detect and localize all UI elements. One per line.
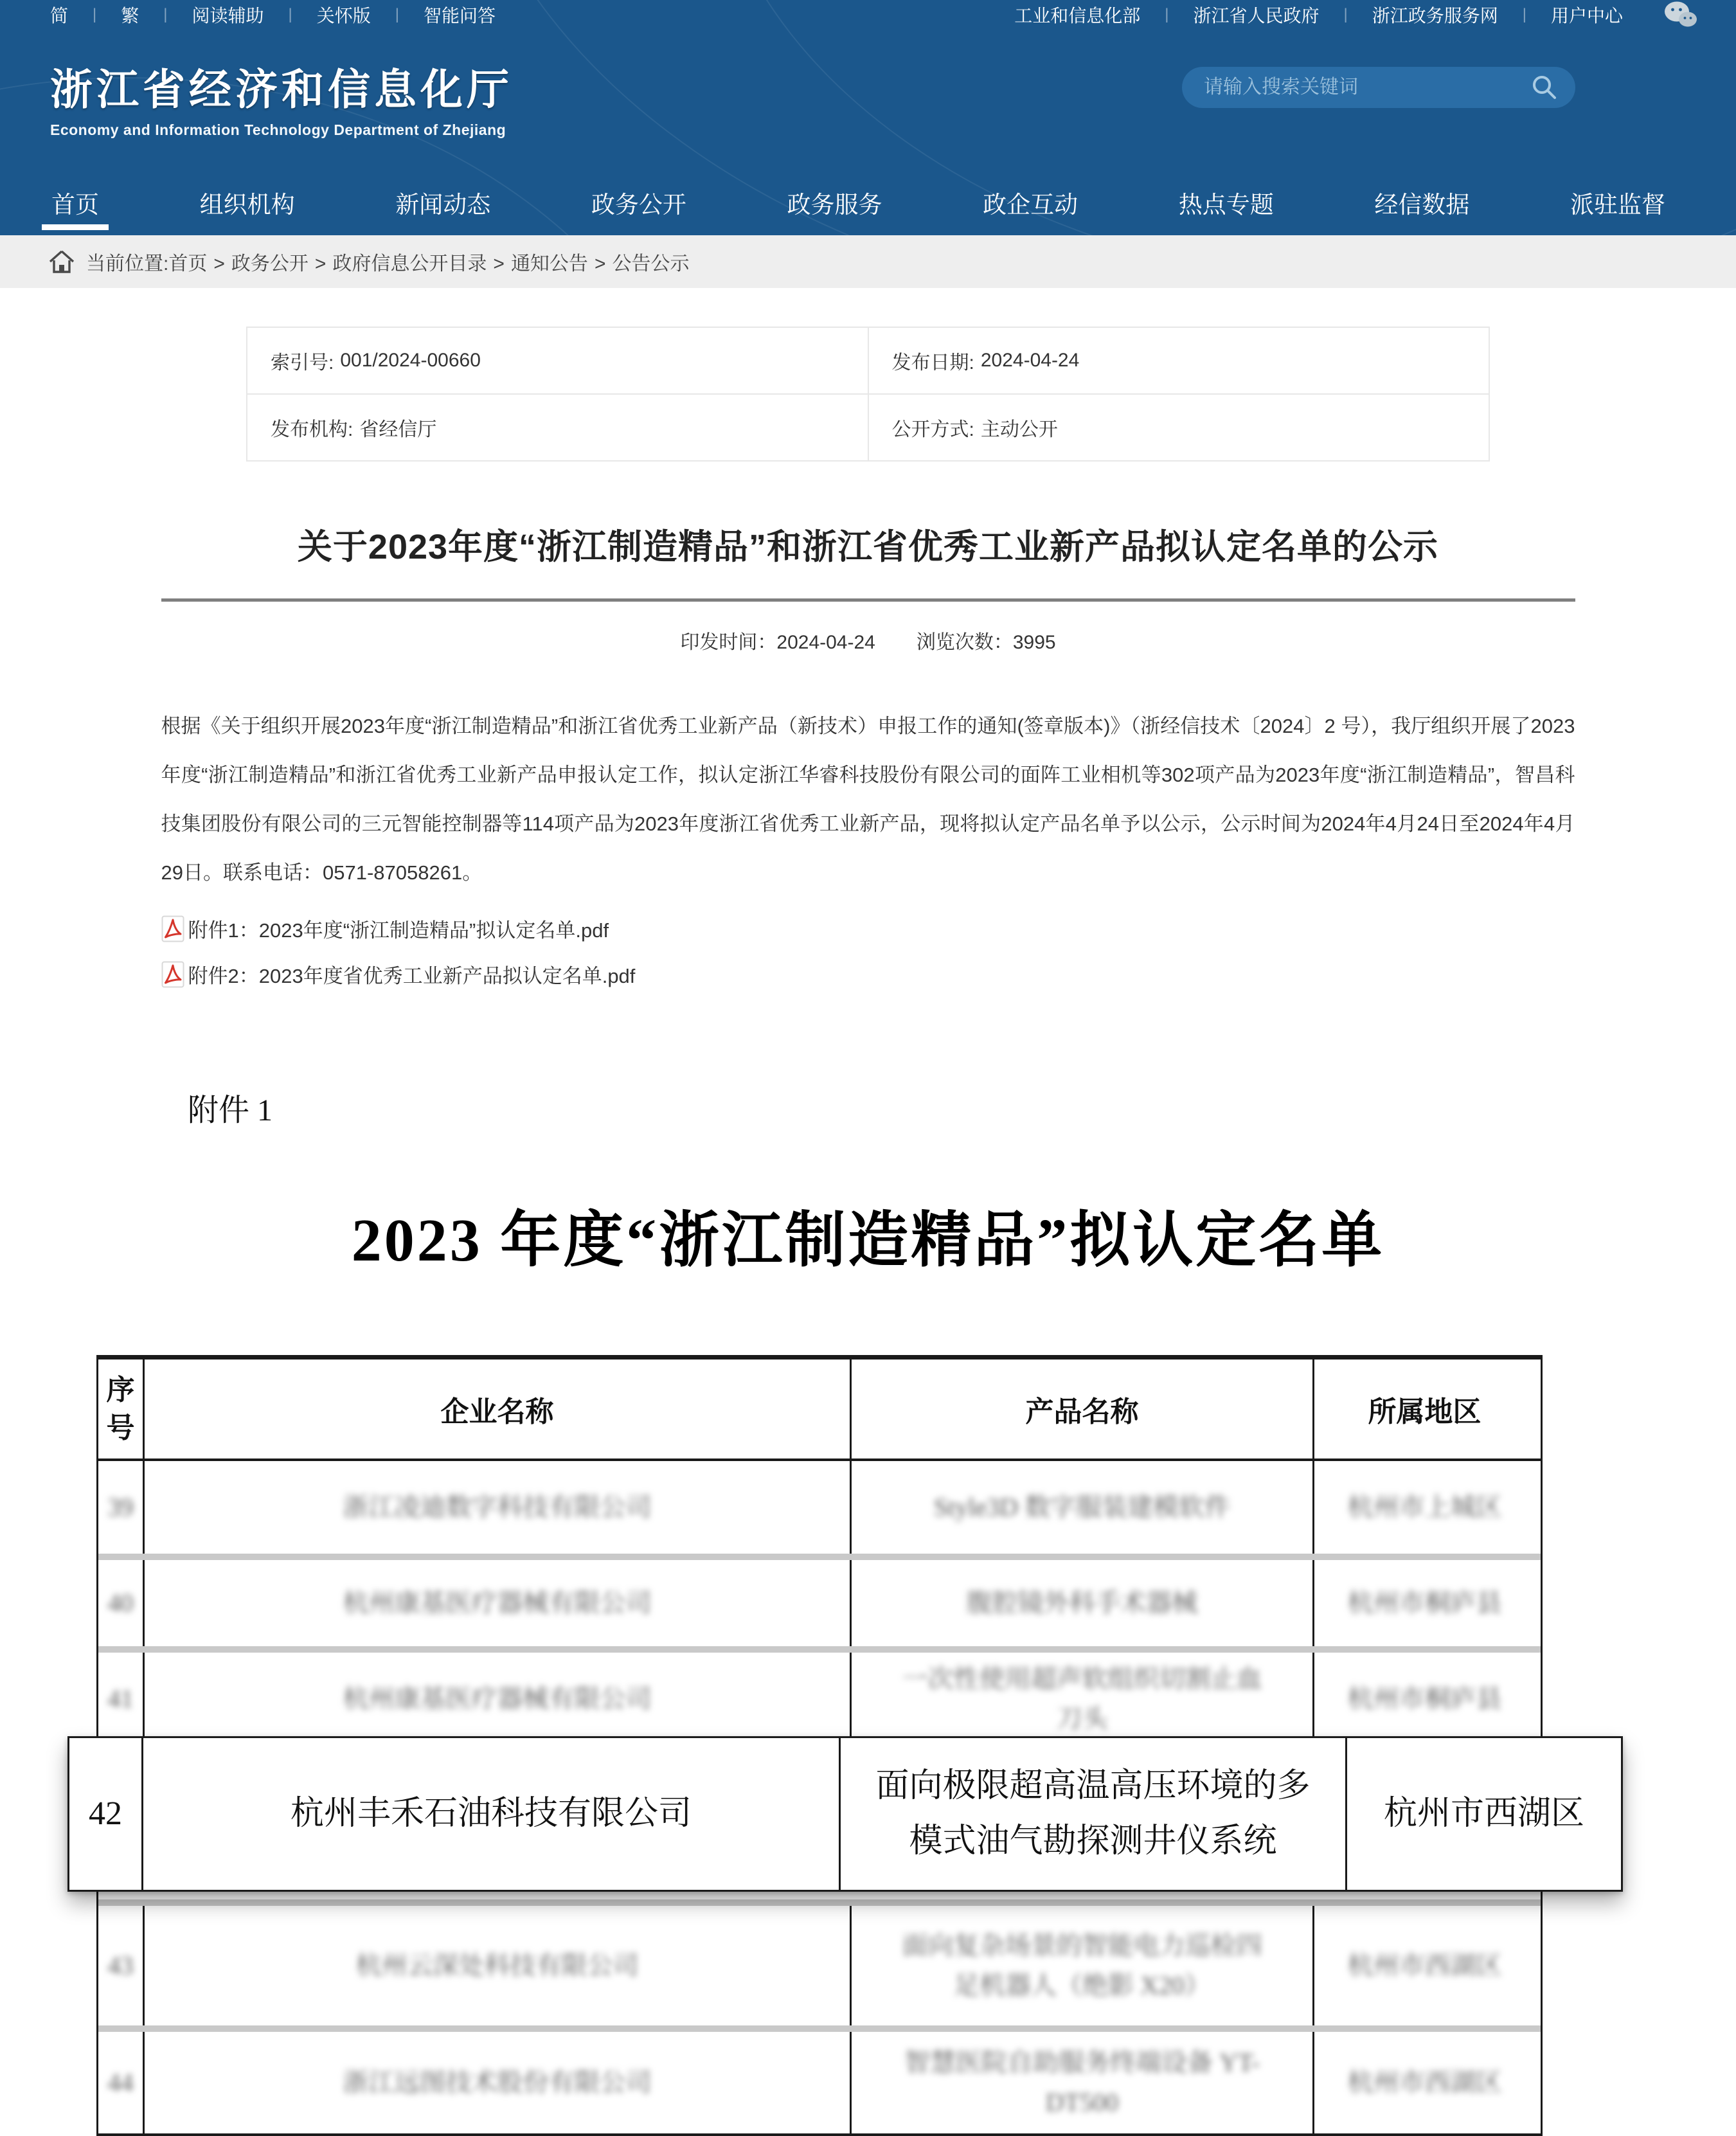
separator: | [93,6,97,23]
cell-company [145,1560,852,1646]
cell-region-text: 杭州市西湖区 [1383,1795,1584,1833]
topbar-link-left-3[interactable]: 关怀版 [316,6,371,26]
meta-agency-value: 省经信厅 [359,419,437,440]
table-row [98,1461,1541,1554]
article-paragraph: 根据《关于组织开展2023年度“浙江制造精品”和浙江省优秀工业新产品（新技术）申报工作的通知(签章版本)》（浙经信技术〔2024〕2 号），我厅组织开展了2023年度“浙江制造精品”和浙江省优秀工业新产品申报认定工作，拟认定浙江华睿科技股份有限公司的面阵工业相机等302项产品为2023年度“浙江制造精品”，智昌科技集团股份有限公司的三元智能控制器等114项产品为2023年度浙江省优秀工业新产品，现将拟认定产品名单予以公示，公示时间为2024年4月24日至2024年4月29日。联系电话：0571-87058261。 [161,715,1575,884]
topbar-link-right-0[interactable]: 工业和信息化部 [1014,6,1141,26]
separator: | [288,6,292,23]
cell-product [852,1653,1314,1745]
cell-no [98,1906,145,2025]
attachment-link-1[interactable] [161,914,1575,943]
cell-no-text: 42 [89,1795,122,1833]
table-row-highlighted [67,1736,1623,1892]
separator: | [1165,6,1169,23]
cell-region [1314,1653,1535,1745]
topbar-right [1014,1,1697,29]
cell-no [98,1461,145,1554]
column-header-0: 序号 [98,1360,145,1458]
cell-no-text: 43 [107,1951,134,1980]
annex-section [0,1085,1736,2136]
cell-product [852,1560,1314,1646]
cell-company [145,1906,852,2025]
cell-no-text: 40 [107,1588,134,1617]
column-header-2: 产品名称 [852,1360,1314,1458]
title-divider [161,598,1575,602]
print-time-value: 2024-04-24 [776,632,875,653]
separator: | [1343,6,1348,23]
meta-index [247,328,869,393]
meta-row [247,328,1489,395]
main-nav [0,170,1736,235]
search-input[interactable] [1204,76,1530,98]
attachment-text: 附件1：2023年度“浙江制造精品”拟认定名单.pdf [188,919,609,942]
meta-row [247,395,1489,462]
meta-index-label: 索引号: [271,352,334,373]
cell-region-text: 杭州市西湖区 [1347,1951,1502,1980]
topbar-link-right-3[interactable]: 用户中心 [1550,6,1623,26]
breadcrumb-prefix: 当前位置: [86,253,169,274]
annex-table-title: 2023 年度“浙江制造精品”拟认定名单 [351,1207,1385,1274]
cell-region [1314,1906,1535,2025]
cell-company-text: 杭州康基医疗器械有限公司 [343,1588,652,1617]
views-value: 3995 [1012,632,1056,653]
cell-region-text: 杭州市桐庐县 [1347,1588,1502,1617]
breadcrumb-item-1[interactable]: 政务公开 [231,253,309,274]
breadcrumb-item-3[interactable]: 通知公告 [510,253,588,274]
separator: | [163,6,168,23]
nav-item-7[interactable]: 经信数据 [1374,192,1470,218]
cell-company [143,1738,841,1890]
cell-company-text: 杭州康基医疗器械有限公司 [343,1684,652,1713]
nav-item-4[interactable]: 政务服务 [787,192,882,218]
topbar-link-left-1[interactable]: 繁 [121,6,139,26]
topbar-link-right-2[interactable]: 浙江政务服务网 [1372,6,1498,26]
pdf-icon [161,961,184,988]
logo-row [0,30,1736,139]
article-meta [161,626,1575,654]
breadcrumb [0,235,1736,288]
nav-item-0[interactable]: 首页 [51,170,99,235]
cell-no [98,1653,145,1745]
separator: | [1522,6,1526,23]
cell-product [852,2032,1314,2133]
cell-product-text: 一次性使用超声软组织切割止血刀头 [902,1664,1262,1733]
column-header-1: 企业名称 [145,1360,852,1458]
topbar-left [50,2,496,28]
site-logo[interactable] [50,55,513,139]
cell-product [852,1906,1314,2025]
cell-no-text: 41 [107,1684,134,1713]
nav-item-2[interactable]: 新闻动态 [395,192,491,218]
nav-item-1[interactable]: 组织机构 [199,192,295,218]
separator: | [395,6,399,23]
cell-company-text: 浙江凌迪数字科技有限公司 [343,1493,652,1521]
breadcrumb-item-0[interactable]: 首页 [168,253,208,274]
cell-no [98,1560,145,1646]
cell-no-text: 44 [107,2068,134,2097]
cell-no [69,1738,143,1890]
breadcrumb-separator: > [213,253,225,274]
cell-company-text: 浙江远图技术股份有限公司 [343,2068,652,2097]
cell-region-text: 杭州市西湖区 [1347,2068,1502,2097]
search-box [1182,67,1575,108]
article [161,519,1575,989]
annex-table [89,1355,1584,2136]
cell-company [145,2032,852,2133]
cell-region [1347,1738,1621,1890]
meta-date [869,328,1489,393]
cell-company-text: 杭州云深处科技有限公司 [355,1951,639,1980]
nav-item-8[interactable]: 派驻监督 [1570,192,1665,218]
cell-product-text: Style3D 数字服装建模软件 [933,1493,1231,1521]
cell-company-text: 杭州丰禾石油科技有限公司 [290,1795,692,1833]
breadcrumb-item-2[interactable]: 政府信息公开目录 [332,253,487,274]
site-title: 浙江省经济和信息化厅 [50,66,513,113]
site-header [0,0,1736,235]
meta-date-value: 2024-04-24 [980,350,1080,371]
nav-item-5[interactable]: 政企互动 [983,192,1078,218]
cell-region-text: 杭州市桐庐县 [1347,1684,1502,1713]
annex-label: 附件 1 [188,1093,273,1127]
meta-date-label: 发布日期: [891,352,974,373]
cell-region [1314,2032,1535,2133]
nav-item-3[interactable]: 政务公开 [591,192,686,218]
meta-method-value: 主动公开 [980,419,1058,440]
table-row [98,1899,1541,2025]
topbar-link-left-0[interactable]: 简 [50,6,69,26]
topbar-link-left-2[interactable]: 阅读辅助 [192,6,264,26]
meta-agency [247,395,869,460]
breadcrumb-separator: > [493,253,505,274]
topbar-link-left-4[interactable]: 智能问答 [424,6,496,26]
cell-product-text: 面向复杂场景的智能电力巡检四足机器人（绝影 X20） [902,1931,1262,2000]
site-title-en: Economy and Information Technology Department of Zhejiang [50,121,506,138]
topbar-link-right-1[interactable]: 浙江省人民政府 [1193,6,1320,26]
attachment-list [161,914,1575,989]
home-icon[interactable] [49,249,75,274]
cell-region [1314,1560,1535,1646]
breadcrumb-separator: > [594,253,606,274]
cell-product-text: 面向极限超高温高压环境的多模式油气勘探测井仪系统 [875,1768,1311,1860]
cell-no [98,2032,145,2133]
cell-product-text: 腹腔镜外科手术器械 [966,1588,1198,1617]
cell-company [145,1653,852,1745]
table-row [98,1646,1541,1745]
column-header-3: 所属地区 [1368,1396,1481,1428]
article-title: 关于2023年度“浙江制造精品”和浙江省优秀工业新产品拟认定名单的公示 [297,528,1439,566]
cell-company [145,1461,852,1554]
cell-region [1314,1461,1535,1554]
print-time-label: 印发时间： [680,632,777,653]
nav-item-6[interactable]: 热点专题 [1178,192,1274,218]
cell-product-text: 智慧医院自助服务终端设备 YT-DT500 [904,2048,1260,2117]
cell-region-text: 杭州市上城区 [1347,1493,1502,1521]
views-label: 浏览次数： [916,632,1013,653]
cell-no-text: 39 [107,1493,134,1521]
pdf-icon [161,915,184,942]
meta-method [869,395,1489,460]
breadcrumb-separator: > [314,253,327,274]
wechat-icon[interactable] [1664,1,1697,29]
breadcrumb-item-4[interactable]: 公告公示 [612,253,690,274]
breadcrumb-items [168,247,689,276]
doc-meta-table [246,327,1490,462]
cell-product [841,1738,1347,1890]
attachment-link-2[interactable] [161,960,1575,989]
attachment-text: 附件2：2023年度省优秀工业新产品拟认定名单.pdf [188,965,636,987]
meta-agency-label: 发布机构: [271,419,353,440]
search-icon[interactable] [1530,73,1559,102]
cell-product [852,1461,1314,1554]
meta-index-value: 001/2024-00660 [340,350,481,371]
table-row [98,2025,1541,2133]
meta-method-label: 公开方式: [891,419,974,440]
table-header-row [98,1360,1541,1461]
table-row [98,1554,1541,1646]
topbar [0,0,1736,30]
